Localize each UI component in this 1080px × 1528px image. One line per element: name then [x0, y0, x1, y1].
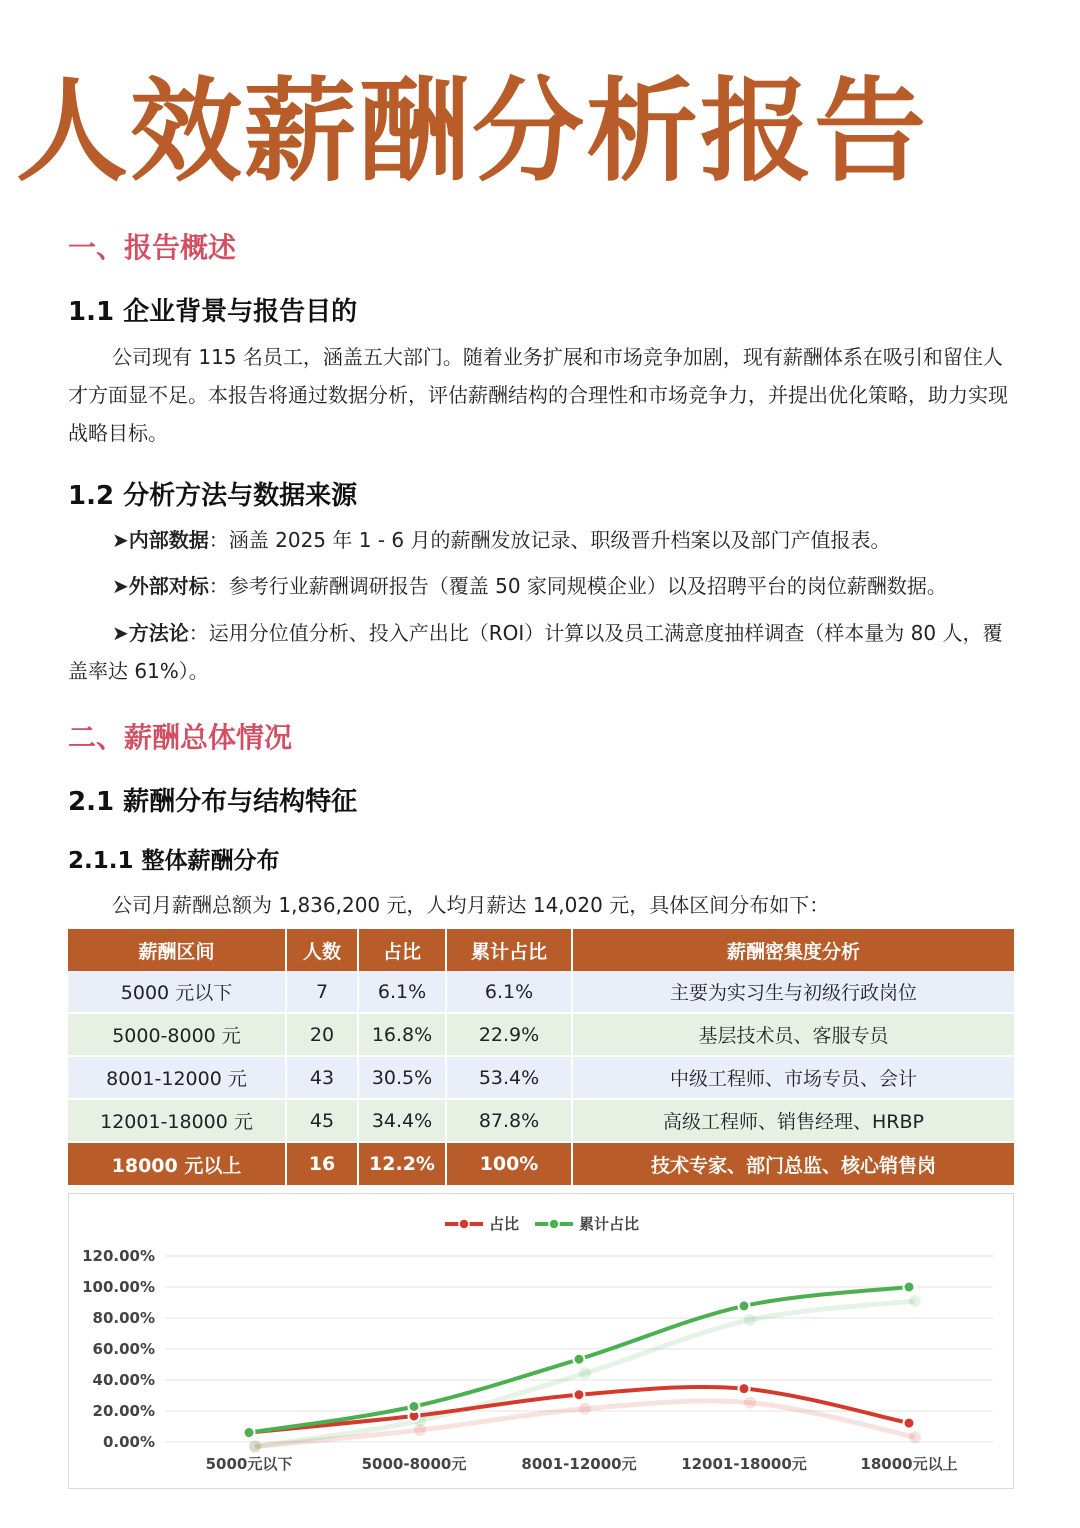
bullet-text: ：运用分位值分析、投入产出比（ROI）计算以及员工满意度抽样调查（样本量为 80 人，覆盖率达 61%）。: [68, 621, 1003, 683]
series-shadow-point: [249, 1441, 261, 1453]
x-tick-label: 12001-18000元: [681, 1455, 807, 1473]
table-cell: 8001-12000 元: [68, 1056, 286, 1099]
section-1-1-heading: 1.1 企业背景与报告目的: [68, 297, 358, 327]
table-header-cell: 人数: [286, 929, 358, 971]
table-header-row: [68, 929, 1014, 971]
table-cell: 7: [286, 971, 358, 1013]
table-cell: 100%: [446, 1142, 572, 1186]
table-row-highlight: [68, 1142, 1014, 1186]
x-tick-label: 5000元以下: [205, 1455, 293, 1473]
x-tick-label: 8001-12000元: [521, 1455, 637, 1473]
data-point: [904, 1282, 915, 1293]
table-cell: 5000-8000 元: [68, 1013, 286, 1056]
section-2-1-heading: 2.1 薪酬分布与结构特征: [68, 787, 358, 817]
data-point: [574, 1389, 585, 1400]
table-cell: 16: [286, 1142, 358, 1186]
legend-label: 占比: [489, 1215, 520, 1233]
bullet-external-benchmark: [68, 567, 1014, 605]
table-row: [68, 1013, 1014, 1056]
table-cell: 87.8%: [446, 1099, 572, 1142]
bullet-label: ➤方法论: [112, 621, 189, 645]
salary-distribution-table: [68, 929, 1014, 1187]
legend-marker: [459, 1219, 469, 1229]
table-cell: 5000 元以下: [68, 971, 286, 1013]
series-shadow-point: [579, 1367, 591, 1379]
y-tick-label: 40.00%: [92, 1371, 155, 1389]
table-header-cell: 累计占比: [446, 929, 572, 971]
y-tick-label: 120.00%: [82, 1247, 155, 1265]
series-shadow-point: [909, 1431, 921, 1443]
section-2-heading: 二、薪酬总体情况: [68, 721, 293, 754]
bullet-text: ：参考行业薪酬调研报告（覆盖 50 家同规模企业）以及招聘平台的岗位薪酬数据。: [208, 574, 947, 598]
table-cell: 16.8%: [358, 1013, 446, 1056]
series-shadow-point: [744, 1397, 756, 1409]
table-cell: 45: [286, 1099, 358, 1142]
table-cell: 中级工程师、市场专员、会计: [572, 1056, 1014, 1099]
table-cell: 基层技术员、客服专员: [572, 1013, 1014, 1056]
table-header-cell: 薪酬密集度分析: [572, 929, 1014, 971]
series-shadow-point: [909, 1295, 921, 1307]
table-cell: 12.2%: [358, 1142, 446, 1186]
table-cell: 高级工程师、销售经理、HRBP: [572, 1099, 1014, 1142]
data-point: [244, 1427, 255, 1438]
y-tick-label: 80.00%: [92, 1309, 155, 1327]
table-cell: 12001-18000 元: [68, 1099, 286, 1142]
table-cell: 6.1%: [358, 971, 446, 1013]
data-point: [409, 1401, 420, 1412]
data-point: [574, 1354, 585, 1365]
chart-svg: [69, 1194, 1013, 1488]
section-1-heading: 一、报告概述: [68, 231, 237, 264]
bullet-label: ➤外部对标: [112, 574, 209, 598]
bullet-methodology: [68, 614, 1014, 690]
table-cell: 技术专家、部门总监、核心销售岗: [572, 1142, 1014, 1186]
y-tick-label: 100.00%: [82, 1278, 155, 1296]
bullet-internal-data: [68, 521, 1014, 559]
data-point: [739, 1300, 750, 1311]
bullet-label: ➤内部数据: [112, 528, 209, 552]
y-tick-label: 20.00%: [92, 1402, 155, 1420]
table-cell: 主要为实习生与初级行政岗位: [572, 971, 1014, 1013]
report-title: 人效薪酬分析报告: [16, 67, 928, 197]
section-2-1-1-heading: 2.1.1 整体薪酬分布: [68, 848, 280, 874]
table-cell: 34.4%: [358, 1099, 446, 1142]
y-tick-label: 0.00%: [102, 1433, 155, 1451]
table-cell: 20: [286, 1013, 358, 1056]
table-row: [68, 971, 1014, 1013]
table-cell: 6.1%: [446, 971, 572, 1013]
series-shadow-point: [744, 1314, 756, 1326]
bullet-text: ：涵盖 2025 年 1 - 6 月的薪酬发放记录、职级晋升档案以及部门产值报表。: [208, 528, 891, 552]
section-1-1-paragraph: 公司现有 115 名员工，涵盖五大部门。随着业务扩展和市场竞争加剧，现有薪酬体系在吸引和留住人才方面显不足。本报告将通过数据分析，评估薪酬结构的合理性和市场竞争力，并提出优化策略，助力实现战略目标。: [68, 345, 1008, 445]
legend-label: 累计占比: [579, 1215, 640, 1233]
table-cell: 43: [286, 1056, 358, 1099]
salary-distribution-chart: [68, 1193, 1014, 1489]
table-row: [68, 1056, 1014, 1099]
x-tick-label: 5000-8000元: [361, 1455, 467, 1473]
x-tick-label: 18000元以上: [860, 1455, 958, 1473]
data-point: [904, 1418, 915, 1429]
series-shadow-point: [579, 1403, 591, 1415]
section-2-1-1-paragraph: 公司月薪酬总额为 1,836,200 元，人均月薪达 14,020 元，具体区间分布如下：: [112, 893, 830, 917]
table-header-cell: 占比: [358, 929, 446, 971]
table-header-cell: 薪酬区间: [68, 929, 286, 971]
table-cell: 22.9%: [446, 1013, 572, 1056]
table-cell: 30.5%: [358, 1056, 446, 1099]
table-row: [68, 1099, 1014, 1142]
table-cell: 53.4%: [446, 1056, 572, 1099]
section-1-2-heading: 1.2 分析方法与数据来源: [68, 481, 358, 511]
y-tick-label: 60.00%: [92, 1340, 155, 1358]
table-cell: 18000 元以上: [68, 1142, 286, 1186]
legend-marker: [549, 1219, 559, 1229]
data-point: [739, 1383, 750, 1394]
